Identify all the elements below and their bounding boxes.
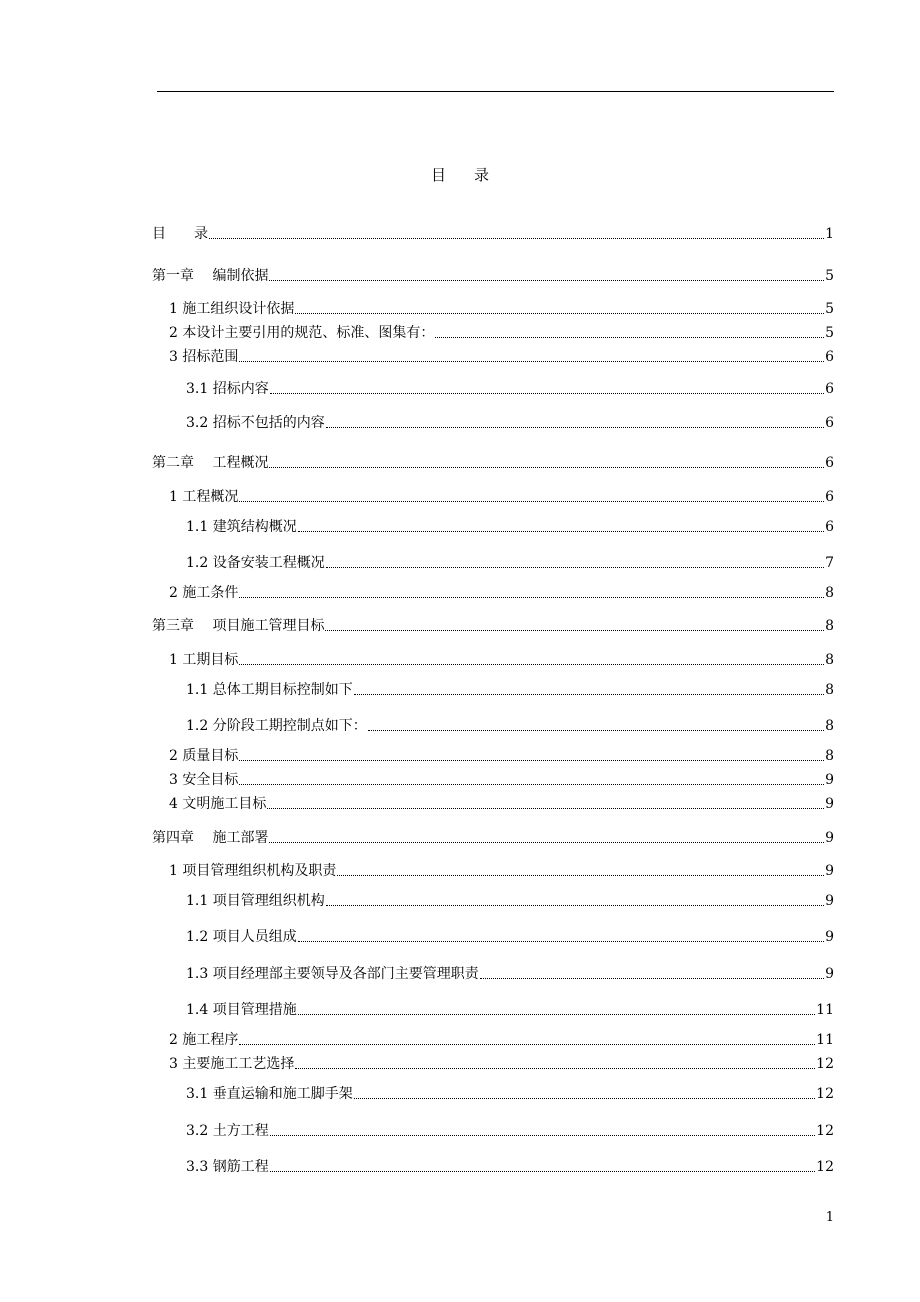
toc-leader-dots [209,238,824,239]
toc-entry-label: 1.2 设备安装工程概况 [186,555,325,571]
toc-entry-label: 2 质量目标 [169,748,239,764]
toc-entry-page: 6 [825,455,834,471]
toc-entry-page: 9 [825,893,834,909]
toc-title-char-1: 目 [430,166,446,184]
toc-entry-page: 8 [825,585,834,601]
toc-entry[interactable] [169,488,834,506]
toc-entry-label: 1.3 项目经理部主要领导及各部门主要管理职责 [186,966,479,982]
toc-leader-dots [239,760,824,761]
toc-entry-label: 3.2 招标不包括的内容 [186,415,325,431]
toc-entry-label: 2 本设计主要引用的规范、标准、图集有： [169,325,435,341]
toc-entry-page: 5 [825,301,834,317]
toc-title [0,164,920,185]
toc-entry-label: 4 文明施工目标 [169,796,267,812]
toc-entry-label: 1 施工组织设计依据 [169,301,295,317]
toc-entry-page: 8 [825,748,834,764]
toc-leader-dots [354,1098,815,1099]
toc-leader-dots [239,501,824,502]
toc-entry-page: 12 [816,1056,834,1072]
toc-leader-dots [326,427,824,428]
toc-entry-page: 6 [825,349,834,365]
toc-leader-dots [480,978,824,979]
toc-entry-page: 9 [825,772,834,788]
toc-entry-label: 1.1 建筑结构概况 [186,519,297,535]
toc-entry-label: 3.1 垂直运输和施工脚手架 [186,1086,353,1102]
toc-leader-dots [269,842,824,843]
toc-title-char-2: 录 [474,166,490,184]
toc-entry[interactable] [169,1055,834,1073]
toc-entry-page: 9 [825,929,834,945]
toc-entry-label: 第一章 编制依据 [152,268,269,284]
toc-entry[interactable] [186,717,834,735]
toc-entry-label: 1 工程概况 [169,489,239,505]
toc-entry-page: 8 [825,682,834,698]
toc-leader-dots [298,941,824,942]
toc-entry-page: 7 [825,555,834,571]
toc-entry-label: 3.2 土方工程 [186,1123,269,1139]
toc-leader-dots [267,808,824,809]
toc-entry[interactable] [186,1158,834,1176]
toc-entry[interactable] [186,554,834,572]
toc-entry-page: 5 [825,325,834,341]
toc-entry[interactable] [152,267,834,285]
toc-leader-dots [239,361,824,362]
toc-entry-page: 11 [816,1032,834,1048]
toc-leader-dots [298,1014,815,1015]
toc-entry[interactable] [186,380,834,398]
toc-leader-dots [295,313,824,314]
toc-leader-dots [354,694,824,695]
toc-entry[interactable] [186,1122,834,1140]
toc-entry-page: 9 [825,796,834,812]
toc-entry-label: 目 录 [152,226,208,242]
toc-entry-page: 9 [825,966,834,982]
toc-entry-page: 6 [825,519,834,535]
toc-entry-label: 1.1 总体工期目标控制如下 [186,682,353,698]
toc-entry[interactable] [169,771,834,789]
toc-entry-page: 8 [825,718,834,734]
toc-entry-label: 3 招标范围 [169,349,239,365]
toc-leader-dots [239,664,824,665]
toc-entry[interactable] [152,225,834,243]
toc-leader-dots [270,1135,815,1136]
toc-entry-page: 11 [816,1002,834,1018]
toc-entry-label: 第四章 施工部署 [152,830,269,846]
toc-entry[interactable] [169,1031,834,1049]
toc-entry-label: 1.2 分阶段工期控制点如下： [186,718,367,734]
toc-leader-dots [269,280,824,281]
toc-leader-dots [270,393,824,394]
toc-entry[interactable] [169,300,834,318]
toc-leader-dots [239,597,824,598]
toc-leader-dots [337,875,824,876]
header-rule [157,91,834,92]
toc-entry-label: 第二章 工程概况 [152,455,269,471]
toc-entry-page: 8 [825,618,834,634]
toc-leader-dots [295,1068,815,1069]
toc-leader-dots [298,531,824,532]
toc-entry-page: 1 [825,226,834,242]
toc-entry-label: 1.1 项目管理组织机构 [186,893,325,909]
toc-entry[interactable] [169,584,834,602]
toc-entry-label: 3 安全目标 [169,772,239,788]
toc-entry-label: 1 工期目标 [169,652,239,668]
toc-entry-label: 第三章 项目施工管理目标 [152,618,325,634]
toc-entry-page: 6 [825,489,834,505]
toc-entry[interactable] [186,681,834,699]
toc-entry-page: 12 [816,1086,834,1102]
toc-entry[interactable] [169,795,834,813]
toc-entry[interactable] [186,965,834,983]
toc-entry-label: 3 主要施工工艺选择 [169,1056,295,1072]
toc-entry[interactable] [186,928,834,946]
toc-entry[interactable] [186,518,834,536]
toc-entry[interactable] [186,414,834,432]
toc-entry[interactable] [169,324,834,342]
toc-entry[interactable] [186,1085,834,1103]
toc-entry-page: 6 [825,381,834,397]
toc-entry-page: 12 [816,1159,834,1175]
toc-entry[interactable] [169,651,834,669]
toc-entry[interactable] [186,892,834,910]
toc-leader-dots [270,1171,815,1172]
toc-entry[interactable] [152,829,834,847]
toc-entry[interactable] [186,1001,834,1019]
toc-leader-dots [368,730,824,731]
toc-leader-dots [325,630,824,631]
toc-entry-label: 1.4 项目管理措施 [186,1002,297,1018]
toc-entry-label: 1 项目管理组织机构及职责 [169,863,337,879]
toc-entry-label: 3.3 钢筋工程 [186,1159,269,1175]
toc-leader-dots [326,567,824,568]
toc-leader-dots [239,784,824,785]
toc-entry[interactable] [169,862,834,880]
toc-entry[interactable] [152,454,834,472]
toc-entry-page: 8 [825,652,834,668]
toc-leader-dots [239,1044,815,1045]
toc-entry[interactable] [152,617,834,635]
footer-page-number: 1 [825,1210,834,1225]
toc-entry[interactable] [169,348,834,366]
toc-entry-page: 12 [816,1123,834,1139]
toc-entry-page: 5 [825,268,834,284]
toc-leader-dots [269,467,824,468]
toc-entry-label: 3.1 招标内容 [186,381,269,397]
toc-entry[interactable] [169,747,834,765]
toc-entry-page: 6 [825,415,834,431]
toc-entry-label: 2 施工程序 [169,1032,239,1048]
toc-entry-label: 2 施工条件 [169,585,239,601]
toc-entry-page: 9 [825,830,834,846]
toc-entry-label: 1.2 项目人员组成 [186,929,297,945]
toc-leader-dots [435,337,824,338]
toc-leader-dots [326,905,824,906]
toc-entry-page: 9 [825,863,834,879]
